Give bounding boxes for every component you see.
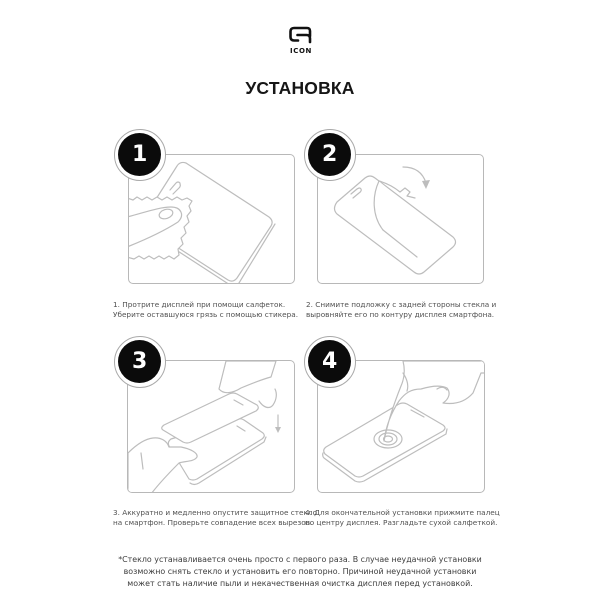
step-1-badge — [114, 129, 166, 181]
step-4-caption: 4. Для окончательной установки прижмите палец по центру дисплея. Разгладьте сухой салфеткой. — [305, 508, 500, 527]
page-title: УСТАНОВКА — [245, 78, 355, 98]
step-2-badge — [304, 129, 356, 181]
step-number: 4 — [322, 348, 338, 374]
step-3-badge — [114, 336, 166, 388]
brand-logo-icon — [288, 26, 314, 44]
step-1-caption: 1. Протрите дисплей при помощи салфеток. Уберите оставшуюся грязь с помощью стикера. — [113, 300, 299, 319]
step-3-caption: 3. Аккуратно и медленно опустите защитное стекло на смартфон. Проверьте совпадение всех вырезов. — [113, 508, 318, 527]
step-2-caption: 2. Снимите подложку с задней стороны стекла и выровняйте его по контуру дисплея смартфона. — [306, 300, 497, 319]
step-4-badge — [304, 336, 356, 388]
step-number: 2 — [322, 141, 338, 167]
step-number: 1 — [132, 141, 148, 167]
brand-name: ICON — [290, 47, 312, 55]
note-line: возможно снять стекло и установить его повторно. Причиной неудачной установки — [123, 566, 477, 576]
step-number: 3 — [132, 348, 148, 374]
note-line: *Стекло устанавливается очень просто с первого раза. В случае неудачной установки — [118, 555, 482, 564]
note-line: может стать наличие пыли и некачественная очистка дисплея перед установкой. — [127, 578, 473, 588]
installation-note — [100, 554, 500, 589]
